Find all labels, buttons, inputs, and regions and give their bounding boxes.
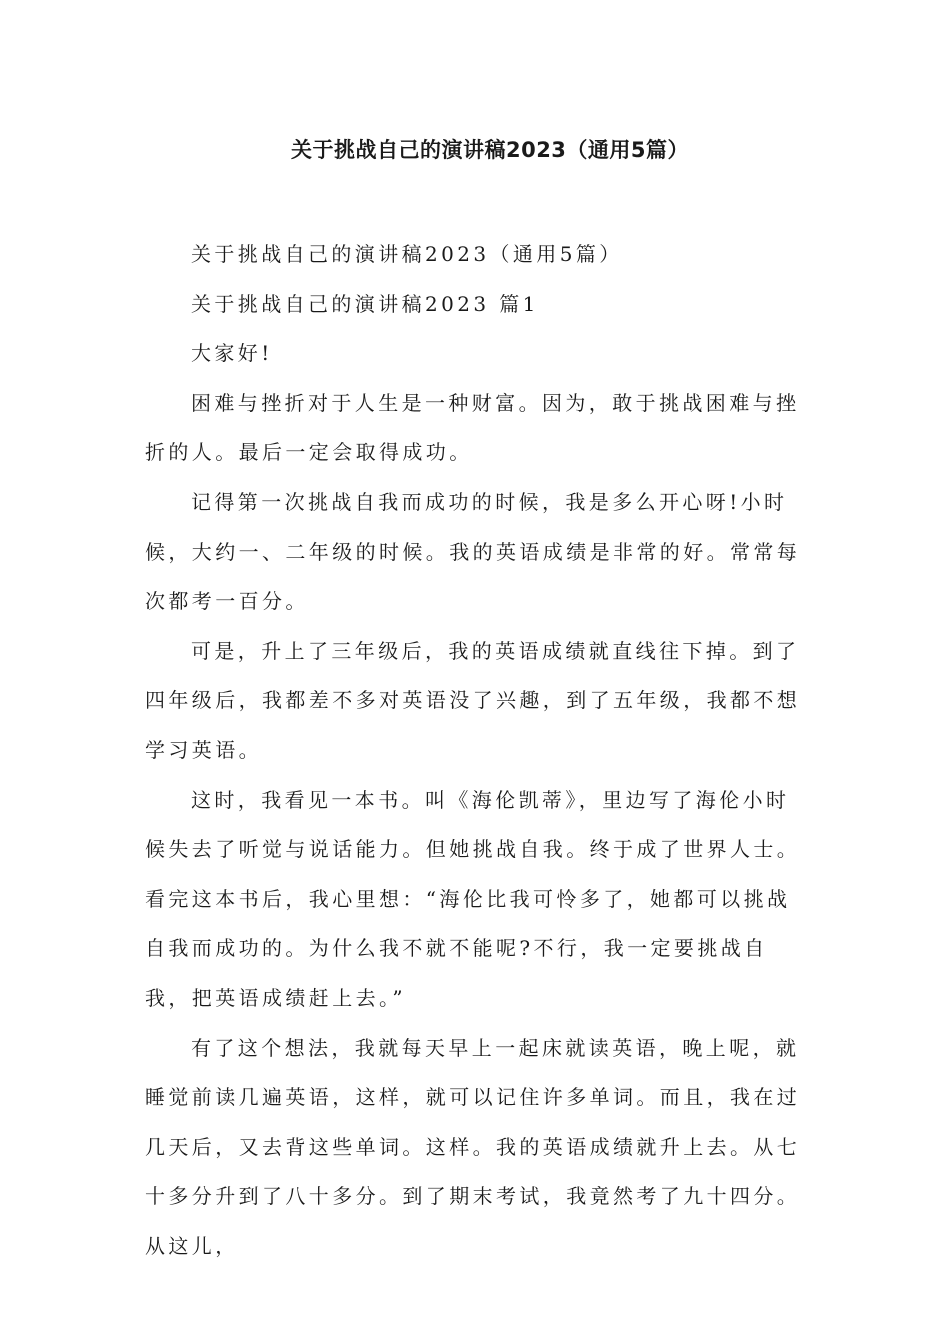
paragraph: 有了这个想法，我就每天早上一起床就读英语，晚上呢，就睡觉前读几遍英语，这样，就可以记住许多单词。而且，我在过几天后，又去背这些单词。这样。我的英语成绩就升上去。从七十多分升到了八十多分。到了期末考试，我竟然考了九十四分。从这儿，	[145, 1035, 801, 1258]
paragraph: 这时，我看见一本书。叫《海伦凯蒂》，里边写了海伦小时候失去了听觉与说话能力。但她挑战自我。终于成了世界人士。看完这本书后，我心里想：“海伦比我可怜多了，她都可以挑战自我而成功的。为什么我不就不能呢?不行，我一定要挑战自我，把英语成绩赶上去。”	[145, 787, 801, 1010]
paragraph-speech-heading: 关于挑战自己的演讲稿2023 篇1	[191, 291, 539, 316]
paragraph-greeting: 大家好!	[191, 341, 273, 366]
document-title: 关于挑战自己的演讲稿2023（通用5篇）	[290, 138, 690, 162]
paragraph: 记得第一次挑战自我而成功的时候，我是多么开心呀!小时候，大约一、二年级的时候。我的英语成绩是非常的好。常常每次都考一百分。	[145, 489, 801, 614]
document-body	[145, 230, 805, 1271]
paragraph: 困难与挫折对于人生是一种财富。因为，敢于挑战困难与挫折的人。最后一定会取得成功。	[145, 390, 800, 465]
paragraph: 可是，升上了三年级后，我的英语成绩就直线往下掉。到了四年级后，我都差不多对英语没了兴趣，到了五年级，我都不想学习英语。	[145, 638, 801, 762]
paragraph-heading-collection: 关于挑战自己的演讲稿2023（通用5篇）	[191, 242, 623, 266]
